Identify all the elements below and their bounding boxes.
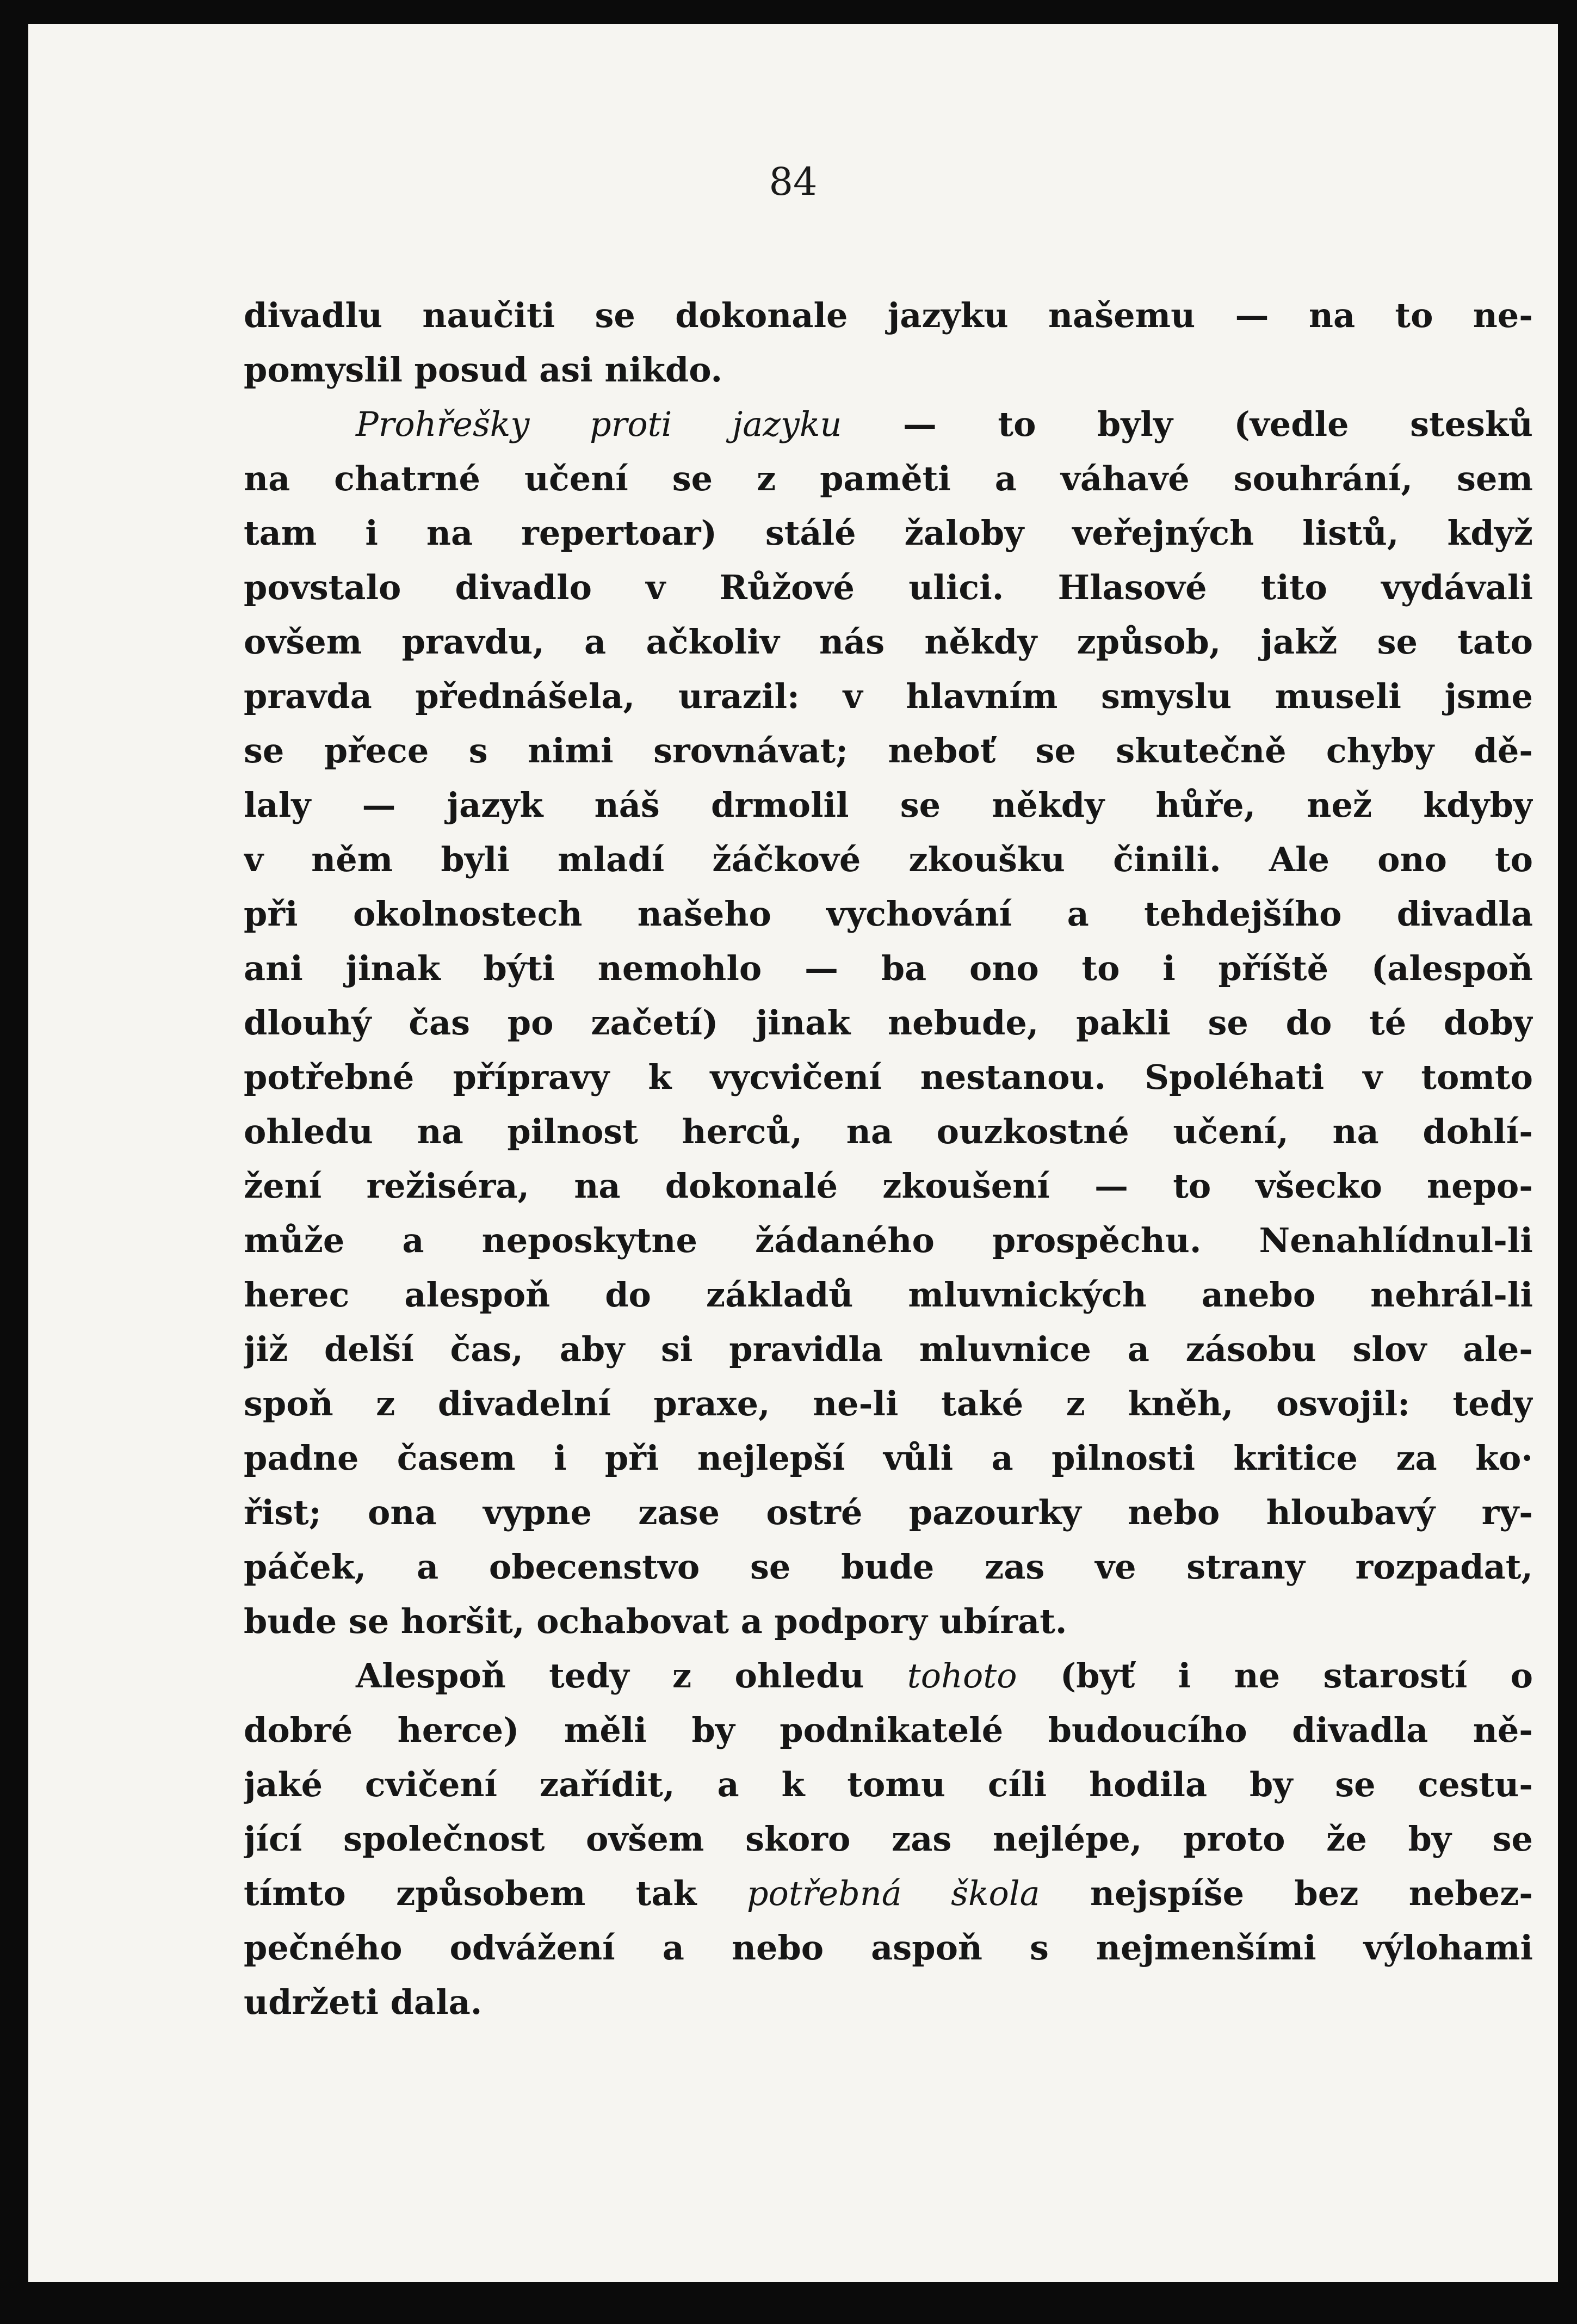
text-run: potřebné přípravy k vycvičení nestanou. Spoléhati v tomto [244, 1057, 1533, 1097]
emphasized-text: potřebná škola [746, 1873, 1040, 1913]
text-line [244, 669, 1533, 724]
text-line [244, 1594, 1533, 1649]
text-line [244, 887, 1533, 941]
text-line [244, 1703, 1533, 1758]
text-run: padne časem i při nejlepší vůli a pilnosti kritice za ko· [244, 1438, 1533, 1478]
text-line [244, 1213, 1533, 1268]
emphasized-text: tohoto [907, 1656, 1017, 1696]
text-run: žení režiséra, na dokonalé zkoušení — to všecko nepo- [244, 1166, 1533, 1206]
text-line [244, 1485, 1533, 1540]
text-run: ani jinak býti nemohlo — ba ono to i příště (alespoň [244, 948, 1533, 988]
text-run: ovšem pravdu, a ačkoliv nás někdy způsob, jakž se tato [244, 622, 1533, 662]
text-line [244, 778, 1533, 833]
text-run: herec alespoň do základů mluvnických anebo nehrál-li [244, 1275, 1533, 1315]
book-page [28, 24, 1558, 2282]
text-run: — to byly (vedle stesků [842, 404, 1533, 444]
text-run: na chatrné učení se z paměti a váhavé souhrání, sem [244, 459, 1533, 498]
text-line [244, 1431, 1533, 1485]
text-run: Alespoň tedy z ohledu [356, 1656, 907, 1696]
text-line [244, 724, 1533, 778]
text-line [244, 1159, 1533, 1213]
text-run: nejspíše bez nebez- [1040, 1873, 1533, 1913]
text-line [244, 1540, 1533, 1594]
text-line [244, 1812, 1533, 1866]
text-line [244, 1866, 1533, 1921]
text-line [244, 397, 1533, 452]
text-line [244, 343, 1533, 397]
text-line [244, 1758, 1533, 1812]
text-run: laly — jazyk náš drmolil se někdy hůře, než kdyby [244, 785, 1533, 825]
text-run: jaké cvičení zařídit, a k tomu cíli hodila by se cestu- [244, 1765, 1533, 1804]
text-run: pomyslil posud asi nikdo. [244, 350, 723, 390]
text-line [244, 833, 1533, 887]
text-run: tam i na repertoar) stálé žaloby veřejných listů, když [244, 513, 1533, 553]
text-line [244, 288, 1533, 343]
text-run: páček, a obecenstvo se bude zas ve strany rozpadat, [244, 1547, 1533, 1587]
text-run: se přece s nimi srovnávat; neboť se skutečně chyby dě- [244, 731, 1533, 770]
text-line [244, 506, 1533, 560]
text-run: spoň z divadelní praxe, ne-li také z kněh, osvojil: tedy [244, 1384, 1533, 1423]
text-line [244, 1921, 1533, 1975]
text-run: pravda přednášela, urazil: v hlavním smyslu museli jsme [244, 676, 1533, 716]
text-run: tímto způsobem tak [244, 1873, 747, 1913]
text-run: (byť i ne starostí o [1017, 1656, 1533, 1696]
text-line [244, 1322, 1533, 1377]
text-line [244, 1377, 1533, 1431]
text-line [244, 996, 1533, 1050]
text-line [244, 1105, 1533, 1159]
text-line [244, 1268, 1533, 1322]
text-run: pečného odvážení a nebo aspoň s nejmenšími výlohami [244, 1928, 1533, 1968]
emphasized-text: Prohřešky proti jazyku [356, 404, 842, 444]
text-run: může a neposkytne žádaného prospěchu. Nenahlídnul-li [244, 1220, 1533, 1260]
text-run: řist; ona vypne zase ostré pazourky nebo hloubavý ry- [244, 1493, 1533, 1532]
body-text [244, 288, 1533, 2030]
text-line [244, 452, 1533, 506]
text-line [244, 1649, 1533, 1703]
text-run: udržeti dala. [244, 1982, 483, 2022]
text-run: dlouhý čas po začetí) jinak nebude, pakli se do té doby [244, 1003, 1533, 1043]
text-line [244, 615, 1533, 669]
text-line [244, 941, 1533, 996]
page-number: 84 [769, 159, 818, 204]
text-line [244, 1050, 1533, 1105]
text-run: divadlu naučiti se dokonale jazyku našemu — na to ne- [244, 295, 1533, 335]
text-run: povstalo divadlo v Růžové ulici. Hlasové tito vydávali [244, 568, 1533, 607]
text-line [244, 1975, 1533, 2030]
text-run: bude se horšit, ochabovat a podpory ubírat. [244, 1601, 1067, 1641]
text-run: již delší čas, aby si pravidla mluvnice a zásobu slov ale- [244, 1329, 1533, 1369]
text-line [244, 560, 1533, 615]
text-run: ohledu na pilnost herců, na ouzkostné učení, na dohlí- [244, 1112, 1533, 1151]
text-run: jící společnost ovšem skoro zas nejlépe, proto že by se [244, 1819, 1533, 1859]
text-run: při okolnostech našeho vychování a tehdejšího divadla [244, 894, 1533, 934]
text-run: dobré herce) měli by podnikatelé budoucího divadla ně- [244, 1710, 1533, 1750]
text-run: v něm byli mladí žáčkové zkoušku činili. Ale ono to [244, 840, 1533, 879]
